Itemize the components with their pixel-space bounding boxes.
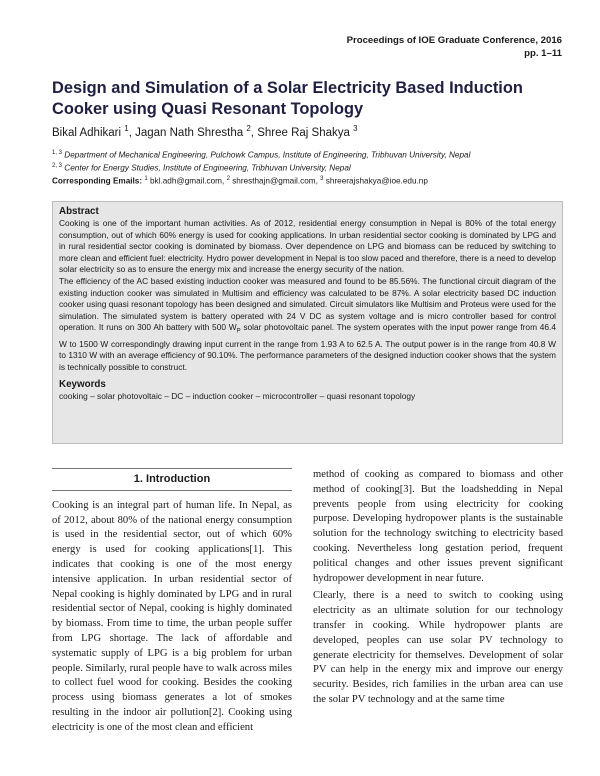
author-affil-mark: 3 [353, 124, 358, 133]
proceedings-name: Proceedings of IOE Graduate Conference, 2016 [346, 35, 562, 46]
abstract-box [52, 201, 563, 444]
author-name: Shree Raj Shakya [257, 126, 350, 139]
affiliation-line [52, 161, 562, 174]
email-mark: 1 [144, 176, 148, 183]
abstract-text: solar photovoltaic panel. The system operates with the input power range from 46.4 W to 1500 W correspondingly drawing input current in the range from 1.93 A to 62.5 A. The output power is in the range from 40.8 W to 1310 W with an average efficiency of 90.10%. The performance parameters of the designed induction cooker shows that the system is technically possible to construct. [59, 322, 556, 372]
email-link[interactable]: bkl.adh@gmail.com [149, 177, 223, 187]
affiliation-text: Center for Energy Studies, Institute of Engineering, Tribhuvan University, Nepal [64, 163, 351, 173]
abstract-paragraph [59, 276, 556, 373]
keywords-text: cooking – solar photovoltaic – DC – induction cooker – microcontroller – quasi resonant topology [59, 391, 416, 402]
author-affil-mark: 2 [246, 124, 251, 133]
abstract-heading: Abstract [59, 206, 99, 217]
affiliation-line [52, 148, 562, 161]
affiliation-mark: 2, 3 [52, 163, 63, 170]
section-heading-introduction: 1. Introduction [52, 468, 292, 491]
author-list: Bikal Adhikari $^1$, Jagan Nath Shrestha $^2$, Shree Raj Shakya $^3$ [52, 124, 358, 139]
body-paragraph: Clearly, there is a need to switch to cooking using electricity as an ultimate solution for our technology transfer in cooking. While hydropower plants are developed, peoples can use solar PV technology to generate electricity for themselves. Development of solar PV can help in the energy mix and improve our energy security. Besides, rich families in the urban area can use the solar PV technology and at the same time [313, 590, 563, 705]
author-name: Jagan Nath Shrestha [135, 126, 244, 139]
body-paragraph: Cooking is an integral part of human life. In Nepal, as of 2012, about 80% of the national energy consumption is used in the residential sector, out of which 60% energy is used for cooking applications[1]. This indicates that cooking is one of the most energy intensive application. In urban residential sector of Nepal cooking is highly dominated by LPG and in rural residential sector of Nepal, cooking is highly dominated by biomass. From time to time, the urban people suffer from LPG shortage. The lack of affordable and systematic supply of LPG is a big problem for urban people. Similarly, rural people have to walk across miles to collect fuel wood for cooking. Besides the cooking process using biomass generates a lot of smokes resulting in the indoor air pollution[2]. Cooking using electricity is one of the most clean and efficient [52, 499, 292, 733]
left-column [52, 468, 292, 739]
author-name: Bikal Adhikari [52, 126, 122, 139]
running-header [347, 34, 562, 60]
author-affil-mark: 1 [124, 124, 129, 133]
body-paragraph: method of cooking as compared to biomass and other method of cooking[3]. But the loadshedding in Nepal prevents people from using electricity for cooking purpose. Developing hydropower plants is the sustainable solution for the technology switching to electricity based cooking. Nevertheless long gestation period, frequent political changes and other issues prevent significant hydropower development in near future. [313, 469, 563, 584]
affiliations [52, 148, 562, 188]
abstract-paragraph: Cooking is one of the important human activities. As of 2012, residential energy consumption in Nepal is 80% of the total energy consumption, out of which 60% energy is used for cooking applications. In urban residential sector cooking is dominated by LPG and in rural residential sector cooking is dominated by biomass. Over dependence on LPG and biomass can be reduced by switching to more clean and efficient fuel: electricity. Hydro power development in Nepal is too slow paced and therefore, there is a need to develop solar electricity so as to ensure the energy mix and increase the energy security of the nation. [59, 218, 556, 275]
email-link[interactable]: shresthajn@gmail.com [232, 177, 316, 187]
keywords-heading: Keywords [59, 379, 106, 391]
abstract-text: The efficiency of the AC based existing induction cooker was measured and found to be 85.56%. The functional circuit diagram of the existing induction cooker was simulated in Multisim and efficiency was calculated to be 87%. A solar electricity based DC induction cooker using quasi resonant topology has been designed and simulated. Circuit simulators like Multisim and Proteus were used for the simulation. The simulated system is battery operated with 24 V DC as system voltage and is micro controller based for control operation. It runs on 300 Ah battery with 500 W [59, 275, 556, 333]
email-mark: 3 [320, 176, 324, 183]
affiliation-mark: 1, 3 [52, 150, 63, 156]
unit-subscript: P [236, 329, 241, 335]
paper-title: Design and Simulation of a Solar Electricity Based Induction Cooker using Quasi Resonant Topology [52, 79, 523, 118]
page-range: pp. 1–11 [524, 48, 562, 59]
affiliation-text: Department of Mechanical Engineering, Pulchowk Campus, Institute of Engineering, Tribhuvan University, Nepal [64, 150, 471, 160]
email-link[interactable]: shreerajshakya@ioe.edu.np [325, 177, 428, 187]
right-column [313, 468, 563, 711]
corresponding-emails: Corresponding Emails: $^1$ bkl.adh@gmail.com, $^2$ shresthajn@gmail.com, $^3$ shreerajshakya@ioe.edu.np [52, 176, 428, 187]
corresponding-label: Corresponding Emails: [52, 177, 143, 187]
email-mark: 2 [226, 176, 230, 183]
